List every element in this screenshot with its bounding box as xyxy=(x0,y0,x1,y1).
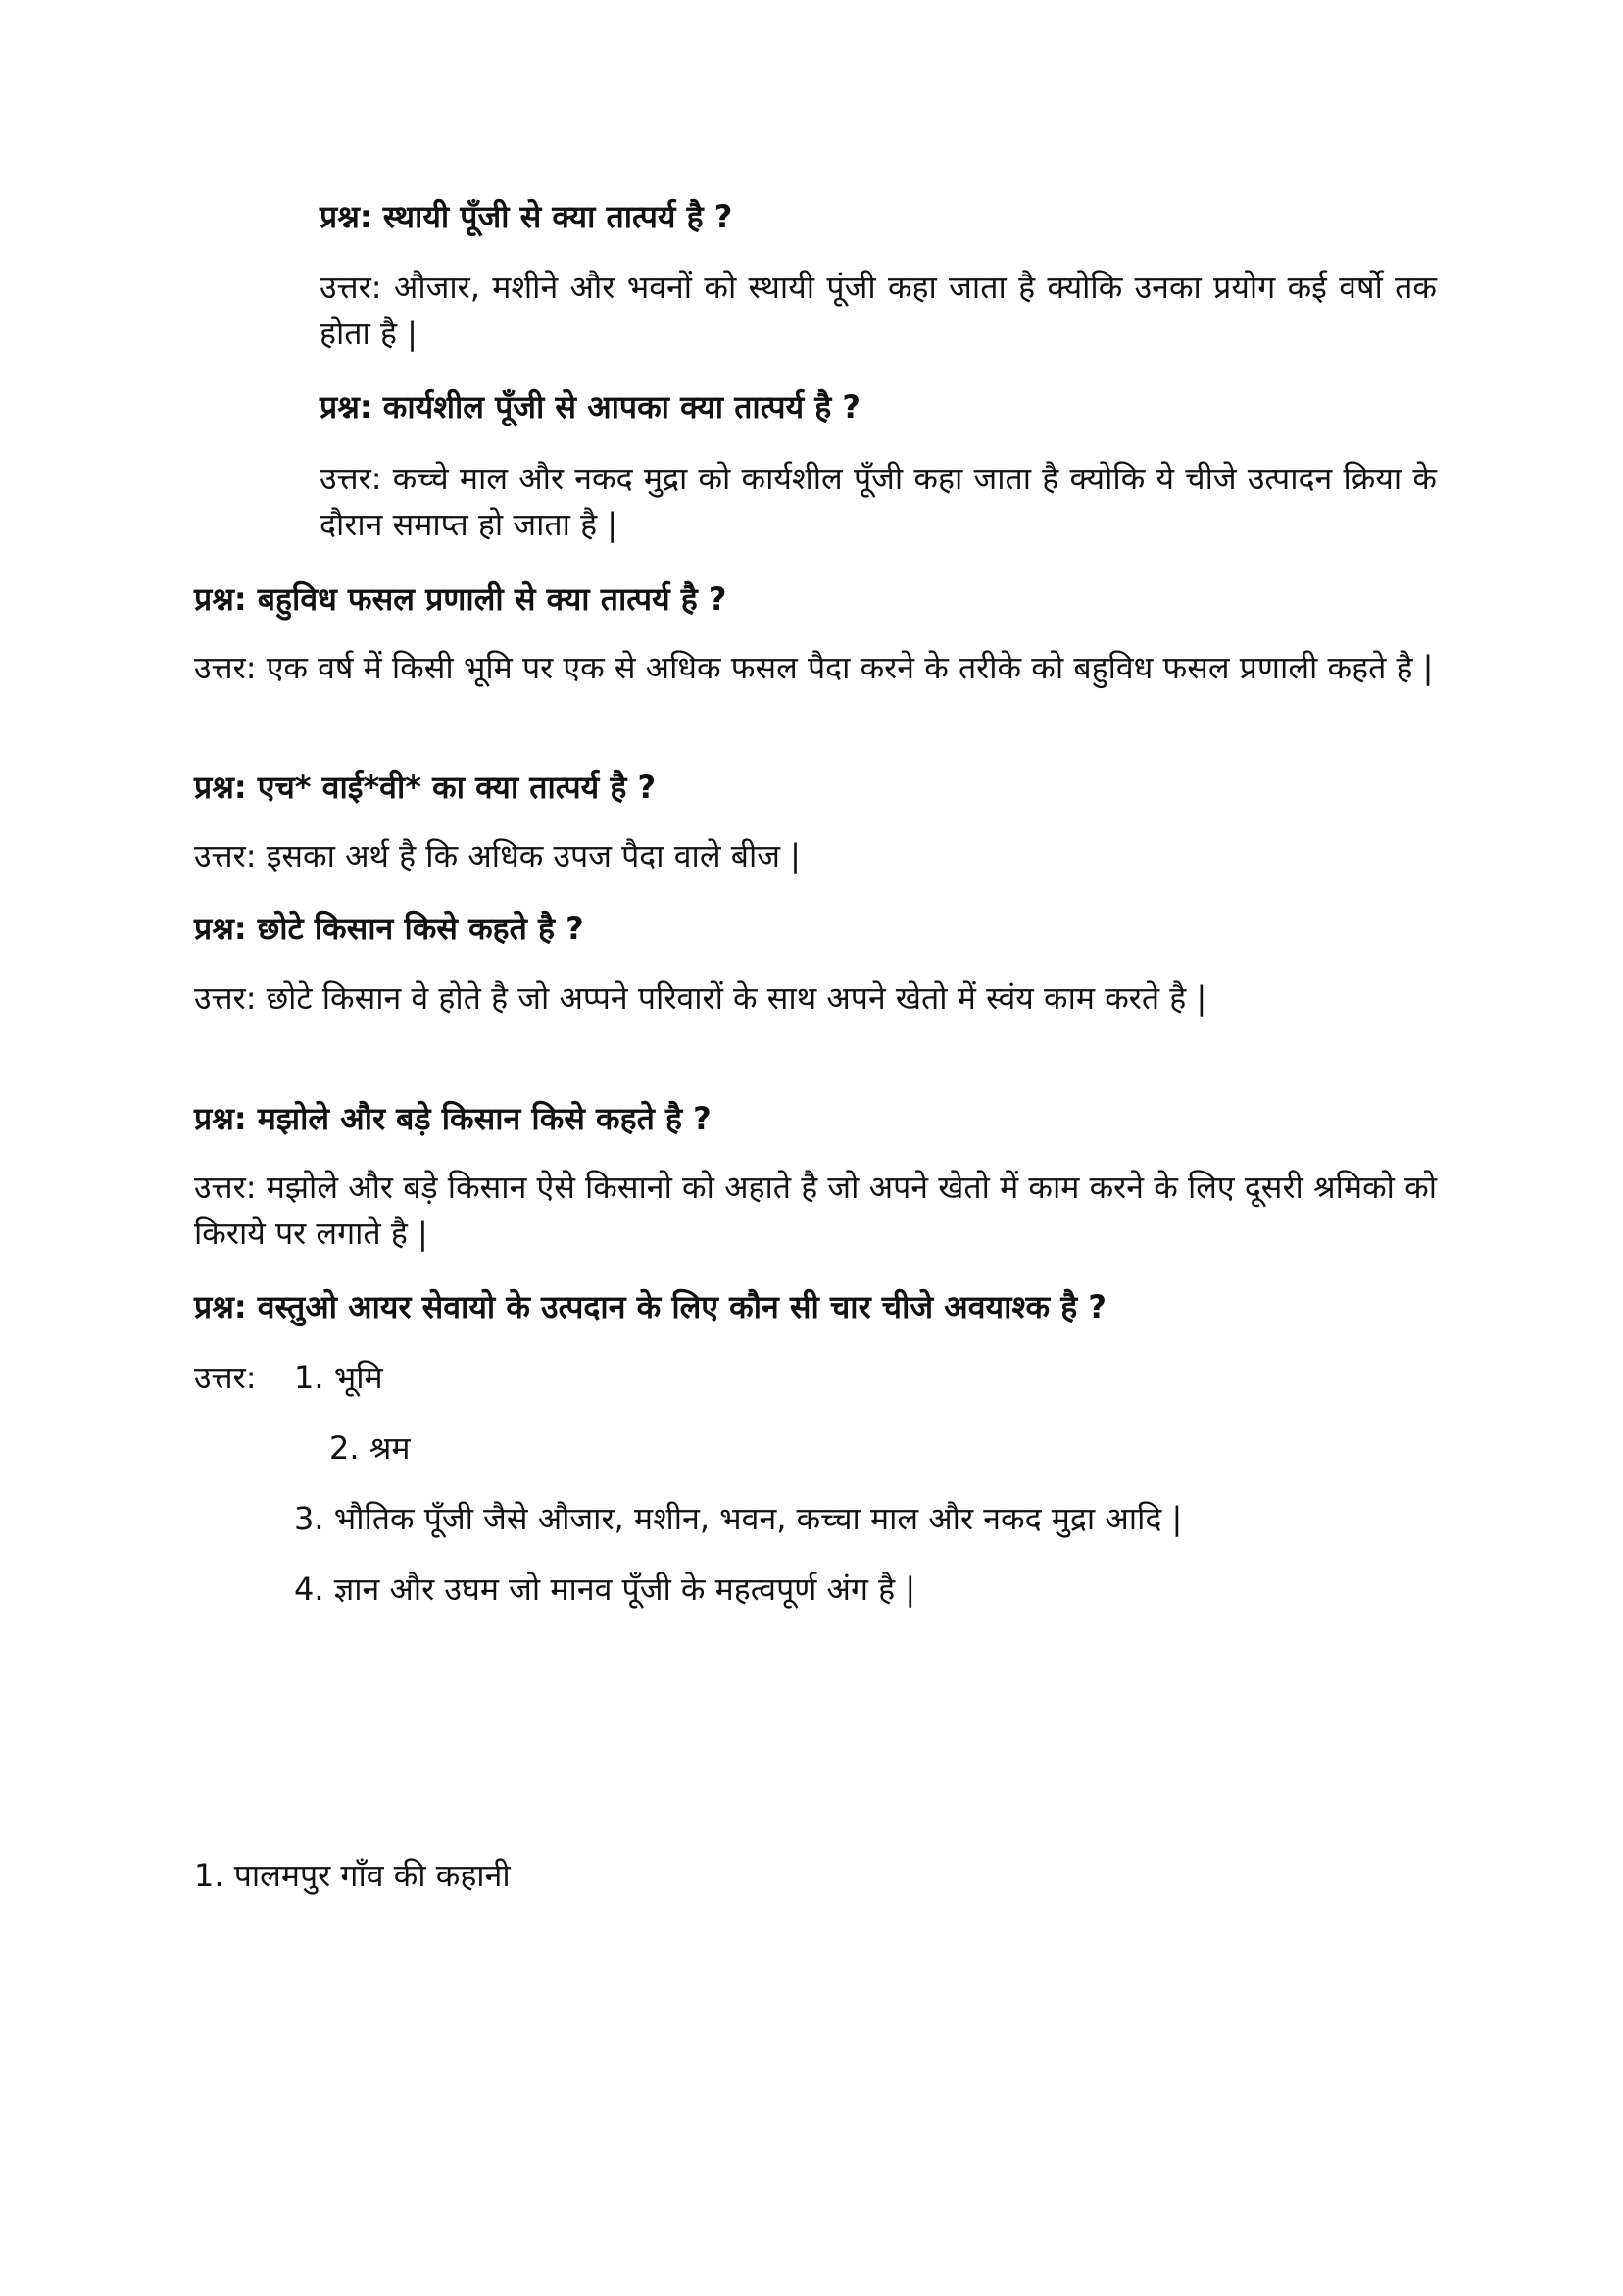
answer-list-item: 3. भौतिक पूँजी जैसे औजार, मशीन, भवन, कच्चा माल और नकद मुद्रा आदि | xyxy=(294,1500,1183,1537)
answer-text: उत्तर: मझोले और बड़े किसान ऐसे किसानो को अहाते है जो अपने खेतो में काम करने के लिए दूसरी श्रमिको को किराये पर लगाते है | xyxy=(194,1169,1437,1252)
question-heading: प्रश्न: मझोले और बड़े किसान किसे कहते है ? xyxy=(194,1100,712,1137)
answer-text: उत्तर: कच्चे माल और नकद मुद्रा को कार्यशील पूँजी कहा जाता है क्योकि ये चीजे उत्पादन क्रिया के दौरान समाप्त हो जाता है | xyxy=(320,460,1437,543)
answer-text: उत्तर: औजार, मशीने और भवनों को स्थायी पूंजी कहा जाता है क्योकि उनका प्रयोग कई वर्षो तक होता है | xyxy=(320,269,1437,352)
question-heading: प्रश्न: छोटे किसान किसे कहते है ? xyxy=(194,910,584,947)
answer-list-item: 4. ज्ञान और उघम जो मानव पूँजी के महत्वपूर्ण अंग है | xyxy=(294,1571,916,1608)
answer-text: उत्तर: इसका अर्थ है कि अधिक उपज पैदा वाले बीज | xyxy=(194,837,801,874)
footer-chapter-title: 1. पालमपुर गाँव की कहानी xyxy=(194,1857,511,1894)
question-heading: प्रश्न: एच* वाई*वी* का क्या तात्पर्य है ? xyxy=(194,769,657,806)
answer-text: उत्तर: छोटे किसान वे होते है जो अप्पने परिवारों के साथ अपने खेतो में स्वंय काम करते है | xyxy=(194,979,1207,1017)
answer-list-item: 2. श्रम xyxy=(329,1429,411,1467)
answer-list-item: 1. भूमि xyxy=(294,1359,383,1396)
question-heading: प्रश्न: बहुविध फसल प्रणाली से क्या तात्पर्य है ? xyxy=(194,580,727,618)
question-heading: प्रश्न: स्थायी पूँजी से क्या तात्पर्य है ? xyxy=(320,198,733,235)
question-heading: प्रश्न: वस्तुओ आयर सेवायो के उत्पदान के लिए कौन सी चार चीजे अवयाश्क है ? xyxy=(194,1288,1107,1325)
question-heading: प्रश्न: कार्यशील पूँजी से आपका क्या तात्पर्य है ? xyxy=(320,388,861,425)
answer-prefix: उत्तर: xyxy=(194,1359,257,1396)
answer-text: उत्तर: एक वर्ष में किसी भूमि पर एक से अधिक फसल पैदा करने के तरीके को बहुविध फसल प्रणाली कहते है | xyxy=(194,649,1434,686)
